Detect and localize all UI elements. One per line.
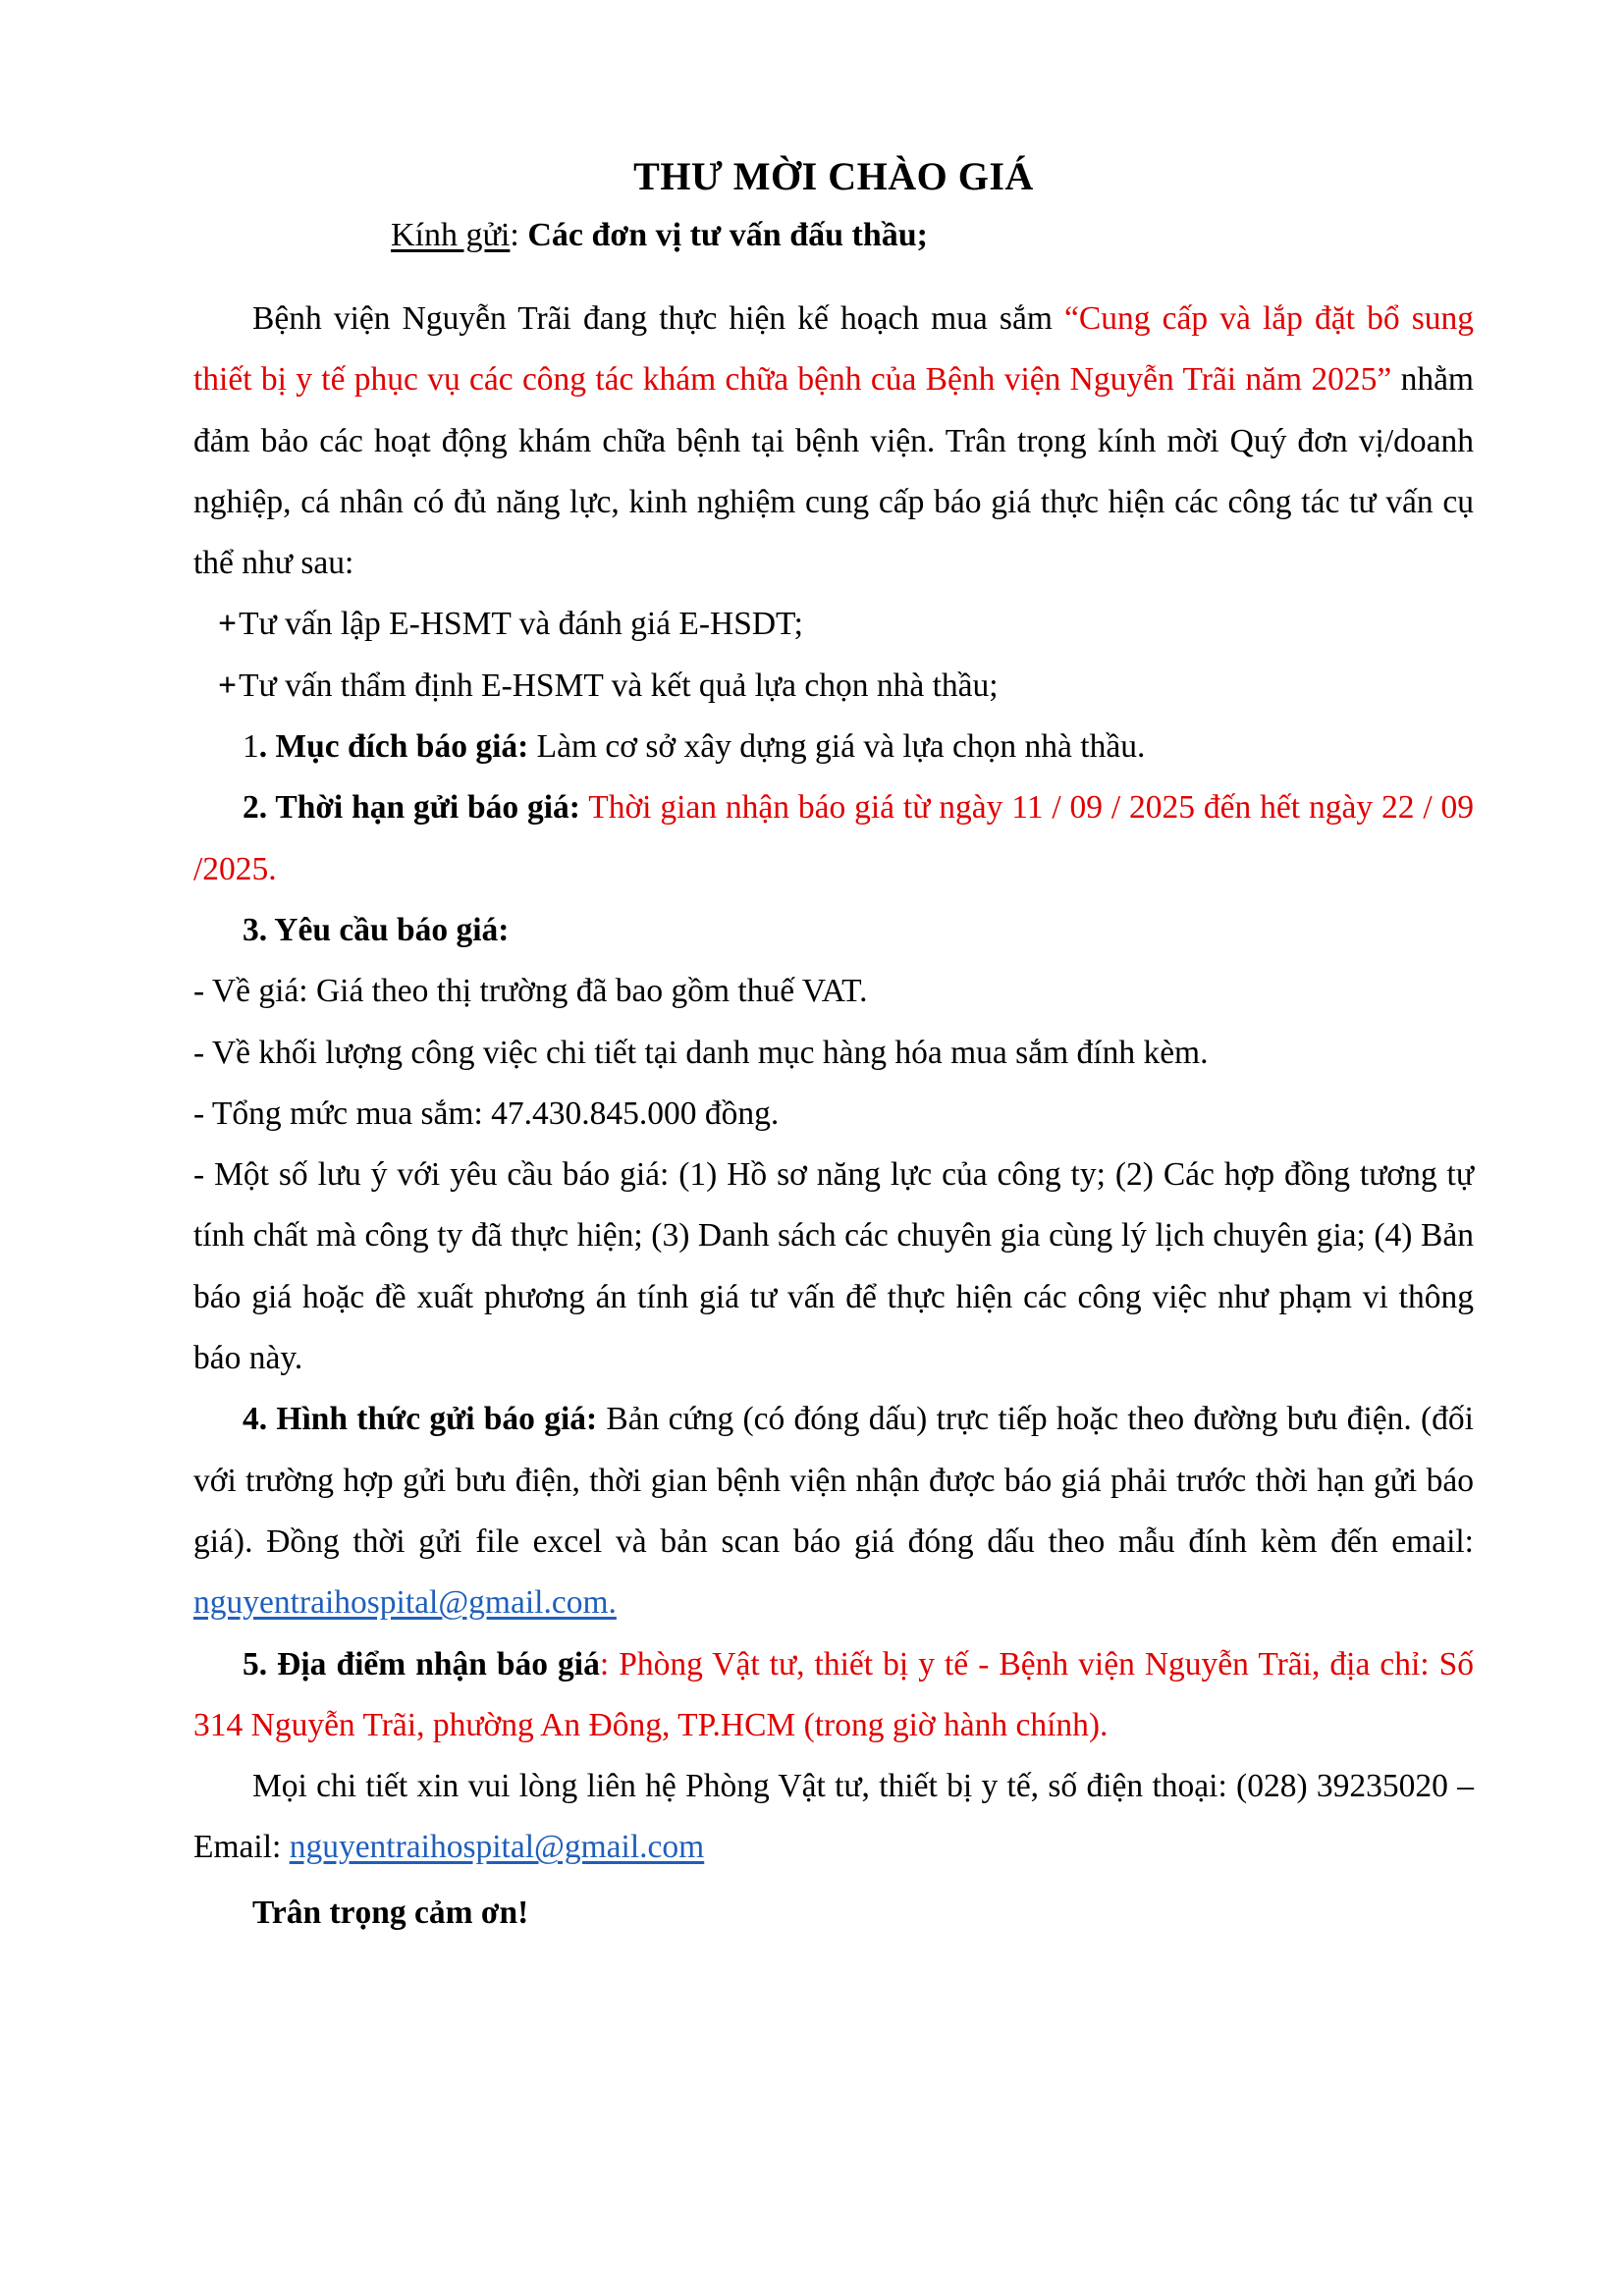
section-submission-text: Bản cứng (có đóng dấu) trực tiếp hoặc theo đường bưu điện. (đối với trường hợp gửi bưu điện, thời gian bệnh viện nhận được báo giá phải trước thời hạn gửi báo giá). Đồng thời gửi file excel và bản scan báo giá đóng dấu theo mẫu đính kèm đến email: — [193, 1401, 1474, 1560]
section-requirements — [193, 900, 1474, 961]
section-deadline — [193, 777, 1474, 900]
greeting-separator: : — [510, 217, 528, 253]
section-location-heading: 5. Địa điểm nhận báo giá — [243, 1645, 600, 1682]
section-location-text: : Phòng Vật tư, thiết bị y tế - Bệnh viện Nguyễn Trãi, địa chỉ: Số 314 Nguyễn Trãi, phường An Đông, TP.HCM (trong giờ hành chính). — [193, 1645, 1474, 1743]
service-item — [193, 656, 1474, 717]
section-deadline-text: Thời gian nhận báo giá từ ngày 11 / 09 / 2025 đến hết ngày 22 / 09 /2025. — [193, 789, 1474, 887]
service-item — [193, 594, 1474, 655]
requirement-item: - Về khối lượng công việc chi tiết tại danh mục hàng hóa mua sắm đính kèm. — [193, 1034, 1209, 1071]
contact-text: Mọi chi tiết xin vui lòng liên hệ Phòng Vật tư, thiết bị y tế, số điện thoại: (028) 39235020 – Email: — [193, 1768, 1474, 1866]
plus-bullet-icon: + — [218, 606, 238, 643]
project-name: “Cung cấp và lắp đặt bổ sung thiết bị y tế phục vụ các công tác khám chữa bệnh của Bệnh viện Nguyễn Trãi năm 2025” — [193, 300, 1474, 399]
section-deadline-heading: 2. Thời hạn gửi báo giá: — [243, 789, 580, 827]
section-submission-heading: . Hình thức gửi báo giá: — [258, 1401, 598, 1438]
service-item-text: Tư vấn thẩm định E-HSMT và kết quả lựa chọn nhà thầu; — [239, 667, 999, 704]
intro-text-after: nhằm đảm bảo các hoạt động khám chữa bệnh tại bệnh viện. Trân trọng kính mời Quý đơn vị/doanh nghiệp, cá nhân có đủ năng lực, kinh nghiệm cung cấp báo giá thực hiện các công tác tư vấn cụ thể như sau: — [193, 361, 1474, 582]
section-submission — [193, 1389, 1474, 1633]
greeting-label: Kính gửi — [391, 217, 511, 253]
greeting-line — [391, 208, 1474, 263]
section-purpose-number: 1 — [243, 728, 259, 766]
section-purpose-text: Làm cơ sở xây dựng giá và lựa chọn nhà thầu. — [528, 728, 1146, 766]
contact-email-link[interactable]: nguyentraihospital@gmail.com — [289, 1829, 705, 1866]
section-requirements-heading: 3. Yêu cầu báo giá: — [243, 911, 510, 948]
requirement-item: - Về giá: Giá theo thị trường đã bao gồm thuế VAT. — [193, 973, 868, 1010]
requirement-item: - Tổng mức mua sắm: 47.430.845.000 đồng. — [193, 1095, 780, 1132]
section-location — [193, 1634, 1474, 1757]
contact-paragraph — [193, 1756, 1474, 1879]
closing-line: Trân trọng cảm ơn! — [252, 1894, 529, 1931]
intro-text-before: Bệnh viện Nguyễn Trãi đang thực hiện kế hoạch mua sắm — [252, 300, 1065, 337]
requirement-item: - Một số lưu ý với yêu cầu báo giá: (1) Hồ sơ năng lực của công ty; (2) Các hợp đồng tương tự tính chất mà công ty đã thực hiện; (3) Danh sách các chuyên gia cùng lý lịch chuyên gia; (4) Bản báo giá hoặc đề xuất phương án tính giá tư vấn để thực hiện các công việc như phạm vi thông báo này. — [193, 1156, 1474, 1377]
plus-bullet-icon: + — [218, 667, 238, 704]
section-purpose — [193, 717, 1474, 777]
service-item-text: Tư vấn lập E-HSMT và đánh giá E-HSDT; — [239, 606, 803, 643]
section-submission-number: 4 — [243, 1401, 259, 1438]
greeting-recipients: Các đơn vị tư vấn đấu thầu; — [527, 217, 928, 253]
section-purpose-heading: . Mục đích báo giá: — [258, 728, 529, 766]
intro-paragraph — [193, 289, 1474, 594]
submission-email-link[interactable]: nguyentraihospital@gmail.com. — [193, 1584, 617, 1622]
document-page — [193, 147, 1474, 1944]
document-title: THƯ MỜI CHÀO GIÁ — [633, 154, 1034, 198]
